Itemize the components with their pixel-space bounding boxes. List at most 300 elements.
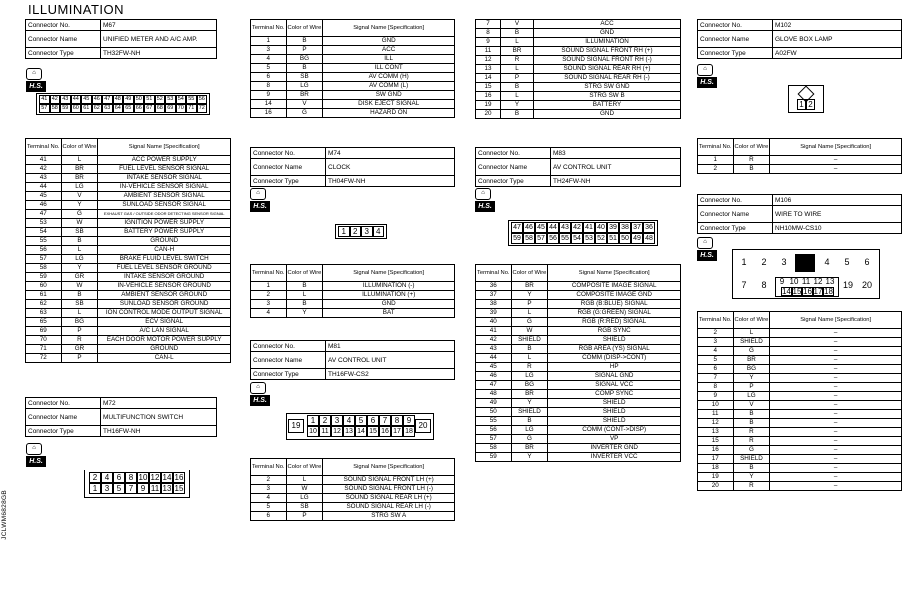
m72-pin: 10	[138, 473, 148, 482]
m83-pin: 40	[595, 222, 607, 233]
signal-name: SOUND SIGNAL REAR LH (-)	[323, 503, 455, 512]
m67-pin: 55	[186, 95, 197, 104]
m81-pin: 3	[331, 415, 343, 426]
signal-name: STRG SW B	[534, 92, 681, 101]
wire-color: SHIELD	[511, 408, 548, 417]
wire-color: R	[733, 156, 770, 165]
signal-name: SOUND SIGNAL REAR RH (-)	[534, 74, 681, 83]
signal-name: INTAKE SENSOR SIGNAL	[98, 174, 231, 183]
m67-pin: 60	[71, 104, 82, 113]
wire-color: B	[61, 237, 98, 246]
table-row	[698, 410, 902, 419]
table-row	[26, 183, 231, 192]
m83-pin: 47	[511, 222, 523, 233]
m106-pin: 14	[782, 287, 791, 296]
wire-color: BR	[511, 444, 548, 453]
signal-name: GND	[323, 300, 455, 309]
m102-pin: 2	[806, 99, 815, 110]
wire-color: LG	[511, 372, 548, 381]
signal-name: SHIELD	[548, 399, 681, 408]
m72-pin: 6	[113, 472, 125, 483]
wire-color: Y	[733, 374, 770, 383]
table-row	[476, 381, 681, 390]
signal-name: SIGNAL VCC	[548, 381, 681, 390]
m67-signal-table: Terminal No. Color of Wire Signal Name [Specification] 41 L ACC POWER SUPPLY 42 BR FUEL LEVEL SENSOR SIGNAL 43 BR INTAKE SENSOR SIGNAL 44 LG IN-VEHICLE SENSOR SIGNAL 45 V AMBIENT SENSOR SIGNAL 46 Y SUNLOAD SENSOR SIGNAL 47 G EXHAUST GAS / OUTSIDE ODOR DETECTING SENSOR SIGNAL 53 W IGNITION POWER SUPPLY 54 SB BATTERY POWER SUPPLY 55 B GROUND 56 L CAN-H 57 LG BRAKE FLUID LEVEL SWITCH 58 Y FUEL LEVEL SENSOR GROUND 59 GR INTAKE SENSOR GROUND 60 W IN-VEHICLE SENSOR GROUND 61 B AMBIENT SENSOR GROUND 62 SB SUNLOAD SENSOR GROUND 63 L ION CONTROL MODE OUTPUT SIGNAL 65 BG ECV SIGNAL 69 P A/C LAN SIGNAL 70 R EACH DOOR MOTOR POWER SUPPLY 71 GR GROUND 72 P CAN-L	[25, 138, 231, 363]
terminal-number: 55	[26, 237, 62, 246]
m83-pin: 44	[547, 222, 559, 233]
terminal-number: 13	[476, 65, 501, 74]
wire-color: BG	[733, 365, 770, 374]
m83-pin: 48	[643, 233, 655, 244]
terminal-number: 37	[476, 291, 512, 300]
terminal-number: 40	[476, 318, 512, 327]
table-row	[476, 83, 681, 92]
table-row	[251, 476, 455, 485]
wire-color: L	[286, 291, 323, 300]
m106-pin: 18	[824, 287, 833, 296]
wire-color: Y	[733, 473, 770, 482]
wire-color: B	[501, 29, 534, 38]
terminal-number: 1	[251, 37, 287, 46]
table-row	[251, 46, 455, 55]
m81-pin: 11	[319, 426, 331, 437]
m74-info-table: Connector No. M74 Connector Name CLOCK Connector Type TH04FW-NH	[250, 147, 455, 187]
m83-pin: 55	[559, 233, 571, 244]
m72-pin: 11	[150, 484, 160, 493]
m106-pin: 15	[792, 287, 802, 296]
signal-name: AMBIENT SENSOR SIGNAL	[98, 192, 231, 201]
wire-color: L	[286, 476, 323, 485]
signal-name: –	[770, 419, 902, 428]
terminal-number: 42	[476, 336, 512, 345]
signal-name: RGB AREA (YS) SIGNAL	[548, 345, 681, 354]
wire-color: R	[733, 428, 770, 437]
signal-name: AV COMM (L)	[323, 82, 455, 91]
m83-pin: 41	[583, 222, 595, 233]
m67-pin: 61	[81, 104, 92, 113]
m81-info-table: Connector No. M81 Connector Name AV CONTROL UNIT Connector Type TH16FW-CS2	[250, 340, 455, 380]
terminal-number: 5	[698, 356, 734, 365]
terminal-number: 18	[698, 464, 734, 473]
terminal-number: 19	[698, 473, 734, 482]
table-row	[476, 408, 681, 417]
table-row	[476, 327, 681, 336]
page-title: ILLUMINATION	[28, 2, 125, 17]
terminal-number: 57	[26, 255, 62, 264]
m67-pin: 57	[39, 104, 50, 113]
wire-color: B	[501, 110, 534, 119]
table-row	[698, 165, 902, 174]
wire-color: BR	[511, 390, 548, 399]
wire-color: Y	[61, 264, 98, 273]
signal-name: RGB (R:RED) SIGNAL	[548, 318, 681, 327]
signal-name: STRG SW A	[323, 512, 455, 521]
terminal-number: 9	[251, 91, 287, 100]
m67-pin: 51	[144, 95, 155, 104]
table-row	[476, 74, 681, 83]
wire-color: P	[286, 512, 323, 521]
signal-name: ECV SIGNAL	[98, 318, 231, 327]
document-code: JCLWM6828GB	[1, 490, 8, 540]
table-row	[698, 383, 902, 392]
terminal-number: 58	[26, 264, 62, 273]
table-row	[698, 374, 902, 383]
terminal-number: 2	[251, 476, 287, 485]
m67-pin: 47	[102, 95, 113, 104]
m72-pin: 14	[162, 473, 172, 482]
signal-name: ILL	[323, 55, 455, 64]
table-row	[698, 365, 902, 374]
table-row	[476, 372, 681, 381]
m106-pin: 19	[842, 280, 853, 290]
table-row	[251, 309, 455, 318]
harness-side-icon: ⌂ H.S.	[697, 64, 717, 88]
wire-color: L	[61, 309, 98, 318]
terminal-number: 8	[476, 29, 501, 38]
terminal-number: 58	[476, 444, 512, 453]
table-row	[26, 264, 231, 273]
wire-color: L	[501, 92, 534, 101]
terminal-number: 42	[26, 165, 62, 174]
wire-color: V	[501, 20, 534, 29]
signal-name: –	[770, 446, 902, 455]
signal-name: COMPOSITE IMAGE GND	[548, 291, 681, 300]
m81-pin: 5	[355, 415, 367, 426]
terminal-number: 1	[698, 156, 734, 165]
terminal-number: 54	[26, 228, 62, 237]
m81-pin: 13	[343, 426, 355, 437]
m72-pin: 8	[125, 472, 137, 483]
terminal-number: 55	[476, 417, 512, 426]
signal-name: –	[770, 374, 902, 383]
signal-name: VP	[548, 435, 681, 444]
terminal-number: 47	[476, 381, 512, 390]
signal-name: EACH DOOR MOTOR POWER SUPPLY	[98, 336, 231, 345]
m67-pin: 64	[113, 104, 124, 113]
m81-pin: 2	[319, 415, 331, 426]
terminal-number: 57	[476, 435, 512, 444]
table-row	[26, 192, 231, 201]
m106-inner-block	[775, 277, 839, 297]
table-row	[476, 390, 681, 399]
table-row	[251, 494, 455, 503]
wire-color: L	[511, 354, 548, 363]
signal-name: DISK EJECT SIGNAL	[323, 100, 455, 109]
table-row	[698, 347, 902, 356]
m83-pin: 57	[535, 233, 547, 244]
table-row	[26, 237, 231, 246]
table-row	[476, 65, 681, 74]
wire-color: LG	[286, 82, 323, 91]
signal-name: RGB (B:BLUE) SIGNAL	[548, 300, 681, 309]
m81-pin: 4	[343, 415, 355, 426]
wire-color: W	[61, 219, 98, 228]
m81-pin: 19	[288, 419, 304, 433]
terminal-number: 3	[251, 485, 287, 494]
m106-pin: 3	[781, 257, 787, 267]
terminal-number: 19	[476, 101, 501, 110]
terminal-number: 5	[251, 64, 287, 73]
m67-pin: 63	[102, 104, 113, 113]
wire-color: GR	[61, 273, 98, 282]
wire-color: B	[733, 410, 770, 419]
wire-color: BR	[286, 91, 323, 100]
signal-name: COMPOSITE IMAGE SIGNAL	[548, 282, 681, 291]
signal-name: –	[770, 428, 902, 437]
m67-pin: 46	[92, 95, 103, 104]
m81-pin: 12	[331, 426, 343, 437]
table-row	[476, 354, 681, 363]
m102-connector-face	[788, 85, 824, 113]
signal-name: –	[770, 473, 902, 482]
terminal-number: 45	[26, 192, 62, 201]
wire-color: B	[286, 300, 323, 309]
m83-pin: 52	[595, 233, 607, 244]
table-row	[251, 64, 455, 73]
table-row	[698, 338, 902, 347]
m102-info-table: Connector No. M102 Connector Name GLOVE BOX LAMP Connector Type A02FW	[697, 19, 902, 59]
signal-name: –	[770, 329, 902, 338]
m83-pin: 36	[643, 222, 655, 233]
m67-pin: 70	[176, 104, 187, 113]
signal-name: GND	[534, 110, 681, 119]
table-row	[251, 82, 455, 91]
signal-name: –	[770, 401, 902, 410]
table-row	[476, 20, 681, 29]
m106-connector-face	[732, 249, 880, 299]
m106-signal-table: Terminal No. Color of Wire Signal Name [Specification] 2 L – 3 SHIELD – 4 G – 5 BR – 6 BG – 7 Y – 8 P – 9 LG – 10 V – 11 B – 12 B – 13 R – 15 R – 16 G – 17 SHIELD – 18 B – 19 Y – 20 R –	[697, 311, 902, 491]
terminal-number: 2	[698, 329, 734, 338]
table-row	[698, 419, 902, 428]
terminal-number: 45	[476, 363, 512, 372]
terminal-number: 12	[476, 56, 501, 65]
wire-color: SB	[286, 73, 323, 82]
wire-color: SB	[61, 300, 98, 309]
m72-pin: 5	[113, 483, 125, 494]
terminal-number: 41	[476, 327, 512, 336]
wire-color: B	[286, 37, 323, 46]
signal-name: SHIELD	[548, 417, 681, 426]
signal-name: –	[770, 165, 902, 174]
m81-pin: 7	[379, 415, 391, 426]
m106-pin: 6	[864, 257, 870, 267]
table-row	[476, 29, 681, 38]
wire-color: P	[61, 354, 98, 363]
table-row	[476, 101, 681, 110]
m106-pin: 11	[801, 277, 811, 286]
signal-name: EXHAUST GAS / OUTSIDE ODOR DETECTING SENSOR SIGNAL	[98, 210, 231, 219]
signal-name: SUNLOAD SENSOR SIGNAL	[98, 201, 231, 210]
terminal-number: 59	[476, 453, 512, 462]
m83-pin: 51	[607, 233, 619, 244]
table-row	[698, 473, 902, 482]
terminal-number: 9	[698, 392, 734, 401]
m74-connector-face	[335, 224, 387, 239]
m83-pin: 58	[523, 233, 535, 244]
m106-pin: 7	[741, 280, 747, 290]
m106-pin: 16	[803, 287, 812, 296]
table-row	[26, 336, 231, 345]
terminal-number: 11	[698, 410, 734, 419]
table-row	[251, 512, 455, 521]
terminal-number: 13	[698, 428, 734, 437]
terminal-number: 1	[251, 282, 287, 291]
table-row	[476, 110, 681, 119]
m106-pin: 4	[824, 257, 830, 267]
m83-info-table: Connector No. M83 Connector Name AV CONTROL UNIT Connector Type TH24FW-NH	[475, 147, 681, 187]
wire-color: Y	[511, 399, 548, 408]
table-row	[26, 309, 231, 318]
signal-name: –	[770, 455, 902, 464]
wire-color: L	[61, 156, 98, 165]
m106-pin: 10	[789, 277, 799, 286]
table-row	[26, 156, 231, 165]
m72-pin: 16	[174, 473, 184, 482]
table-row	[698, 401, 902, 410]
table-row	[476, 282, 681, 291]
terminal-number: 3	[698, 338, 734, 347]
m67-pin: 49	[123, 95, 134, 104]
table-row	[251, 282, 455, 291]
m67-pin: 65	[123, 104, 134, 113]
wire-color: B	[501, 83, 534, 92]
signal-name: GND	[534, 29, 681, 38]
m72-pin: 9	[137, 483, 149, 494]
wire-color: R	[733, 437, 770, 446]
m67-info-table: Connector No. M67 Connector Name UNIFIED METER AND A/C AMP. Connector Type TH32FW-NH	[25, 19, 217, 59]
m67-pin: 71	[186, 104, 197, 113]
table-row	[476, 336, 681, 345]
wire-color: SHIELD	[511, 336, 548, 345]
m106-pin: 17	[813, 287, 823, 296]
wire-color: Y	[501, 101, 534, 110]
signal-name: AV COMM (H)	[323, 73, 455, 82]
terminal-number: 14	[476, 74, 501, 83]
signal-name: HP	[548, 363, 681, 372]
m67-pin: 48	[113, 95, 124, 104]
signal-name: SOUND SIGNAL FRONT LH (+)	[323, 476, 455, 485]
wire-color: P	[501, 74, 534, 83]
signal-name: –	[770, 156, 902, 165]
m72-pin: 3	[101, 483, 113, 494]
terminal-number: 44	[476, 354, 512, 363]
table-row	[26, 228, 231, 237]
blocked-cavity	[795, 254, 815, 272]
m106-pin: 8	[761, 280, 767, 290]
terminal-number: 17	[698, 455, 734, 464]
signal-name: IN-VEHICLE SENSOR SIGNAL	[98, 183, 231, 192]
table-row	[26, 318, 231, 327]
wire-color: V	[61, 192, 98, 201]
m83-pin: 37	[631, 222, 643, 233]
terminal-number: 4	[251, 309, 287, 318]
wire-color: LG	[61, 255, 98, 264]
signal-name: IGNITION POWER SUPPLY	[98, 219, 231, 228]
m74-signal-table: Terminal No. Color of Wire Signal Name [Specification] 1 B ILLUMINATION (-) 2 L ILLUMINATION (+) 3 B GND 4 Y BAT	[250, 264, 455, 318]
wire-color: L	[501, 65, 534, 74]
table-row	[698, 446, 902, 455]
signal-name: ACC POWER SUPPLY	[98, 156, 231, 165]
wire-color: BG	[61, 318, 98, 327]
m83-pin: 43	[559, 222, 571, 233]
m72-connector-face	[84, 470, 190, 498]
m83-pin: 46	[523, 222, 535, 233]
m72-pin: 1	[89, 483, 101, 494]
table-row	[476, 435, 681, 444]
terminal-number: 20	[476, 110, 501, 119]
signal-name: CAN-L	[98, 354, 231, 363]
m67-pin: 59	[60, 104, 71, 113]
signal-name: SOUND SIGNAL REAR LH (+)	[323, 494, 455, 503]
m74-pin: 1	[338, 226, 350, 237]
m67-pin: 52	[155, 95, 166, 104]
terminal-number: 5	[251, 503, 287, 512]
harness-side-icon: ⌂ H.S.	[475, 188, 495, 212]
table-row	[476, 309, 681, 318]
signal-name: ILLUMINATION (+)	[323, 291, 455, 300]
wire-color: B	[286, 282, 323, 291]
wire-color: G	[511, 318, 548, 327]
terminal-number: 15	[476, 83, 501, 92]
terminal-number: 11	[476, 47, 501, 56]
m83-connector-face	[508, 220, 658, 246]
wire-color: LG	[733, 392, 770, 401]
table-row	[698, 156, 902, 165]
signal-name: SIGNAL GND	[548, 372, 681, 381]
m83-pin: 38	[619, 222, 631, 233]
table-row	[476, 300, 681, 309]
m72-info-table: Connector No. M72 Connector Name MULTIFUNCTION SWITCH Connector Type TH16FW-NH	[25, 397, 217, 437]
m83-pin: 56	[547, 233, 559, 244]
table-row	[26, 246, 231, 255]
signal-name: ILLUMINATION	[534, 38, 681, 47]
signal-name: ACC	[323, 46, 455, 55]
table-row	[26, 291, 231, 300]
m106-info-table: Connector No. M106 Connector Name WIRE TO WIRE Connector Type NH10MW-CS10	[697, 194, 902, 234]
m83-pin: 59	[511, 233, 523, 244]
terminal-number: 36	[476, 282, 512, 291]
signal-name: INVERTER VCC	[548, 453, 681, 462]
signal-name: –	[770, 356, 902, 365]
wire-color: LG	[511, 426, 548, 435]
terminal-number: 16	[476, 92, 501, 101]
terminal-number: 10	[698, 401, 734, 410]
table-row	[698, 392, 902, 401]
signal-name: SUNLOAD SENSOR GROUND	[98, 300, 231, 309]
m67-pin: 68	[155, 104, 166, 113]
signal-name: BATTERY	[534, 101, 681, 110]
signal-name: SHIELD	[548, 336, 681, 345]
wire-color: GR	[61, 345, 98, 354]
wire-color: B	[61, 291, 98, 300]
m67-pin: 54	[176, 95, 187, 104]
m72-pin: 13	[162, 484, 172, 493]
table-row	[476, 399, 681, 408]
signal-name: AMBIENT SENSOR GROUND	[98, 291, 231, 300]
wire-color: G	[286, 109, 323, 118]
table-row	[26, 255, 231, 264]
table-row	[251, 73, 455, 82]
terminal-number: 72	[26, 354, 62, 363]
m67-pin: 43	[60, 95, 71, 104]
wire-color: Y	[511, 291, 548, 300]
signal-name: GROUND	[98, 237, 231, 246]
table-row	[476, 444, 681, 453]
wire-color: SHIELD	[733, 455, 770, 464]
m67-pin: 69	[165, 104, 176, 113]
table-row	[476, 363, 681, 372]
table-row	[476, 453, 681, 462]
